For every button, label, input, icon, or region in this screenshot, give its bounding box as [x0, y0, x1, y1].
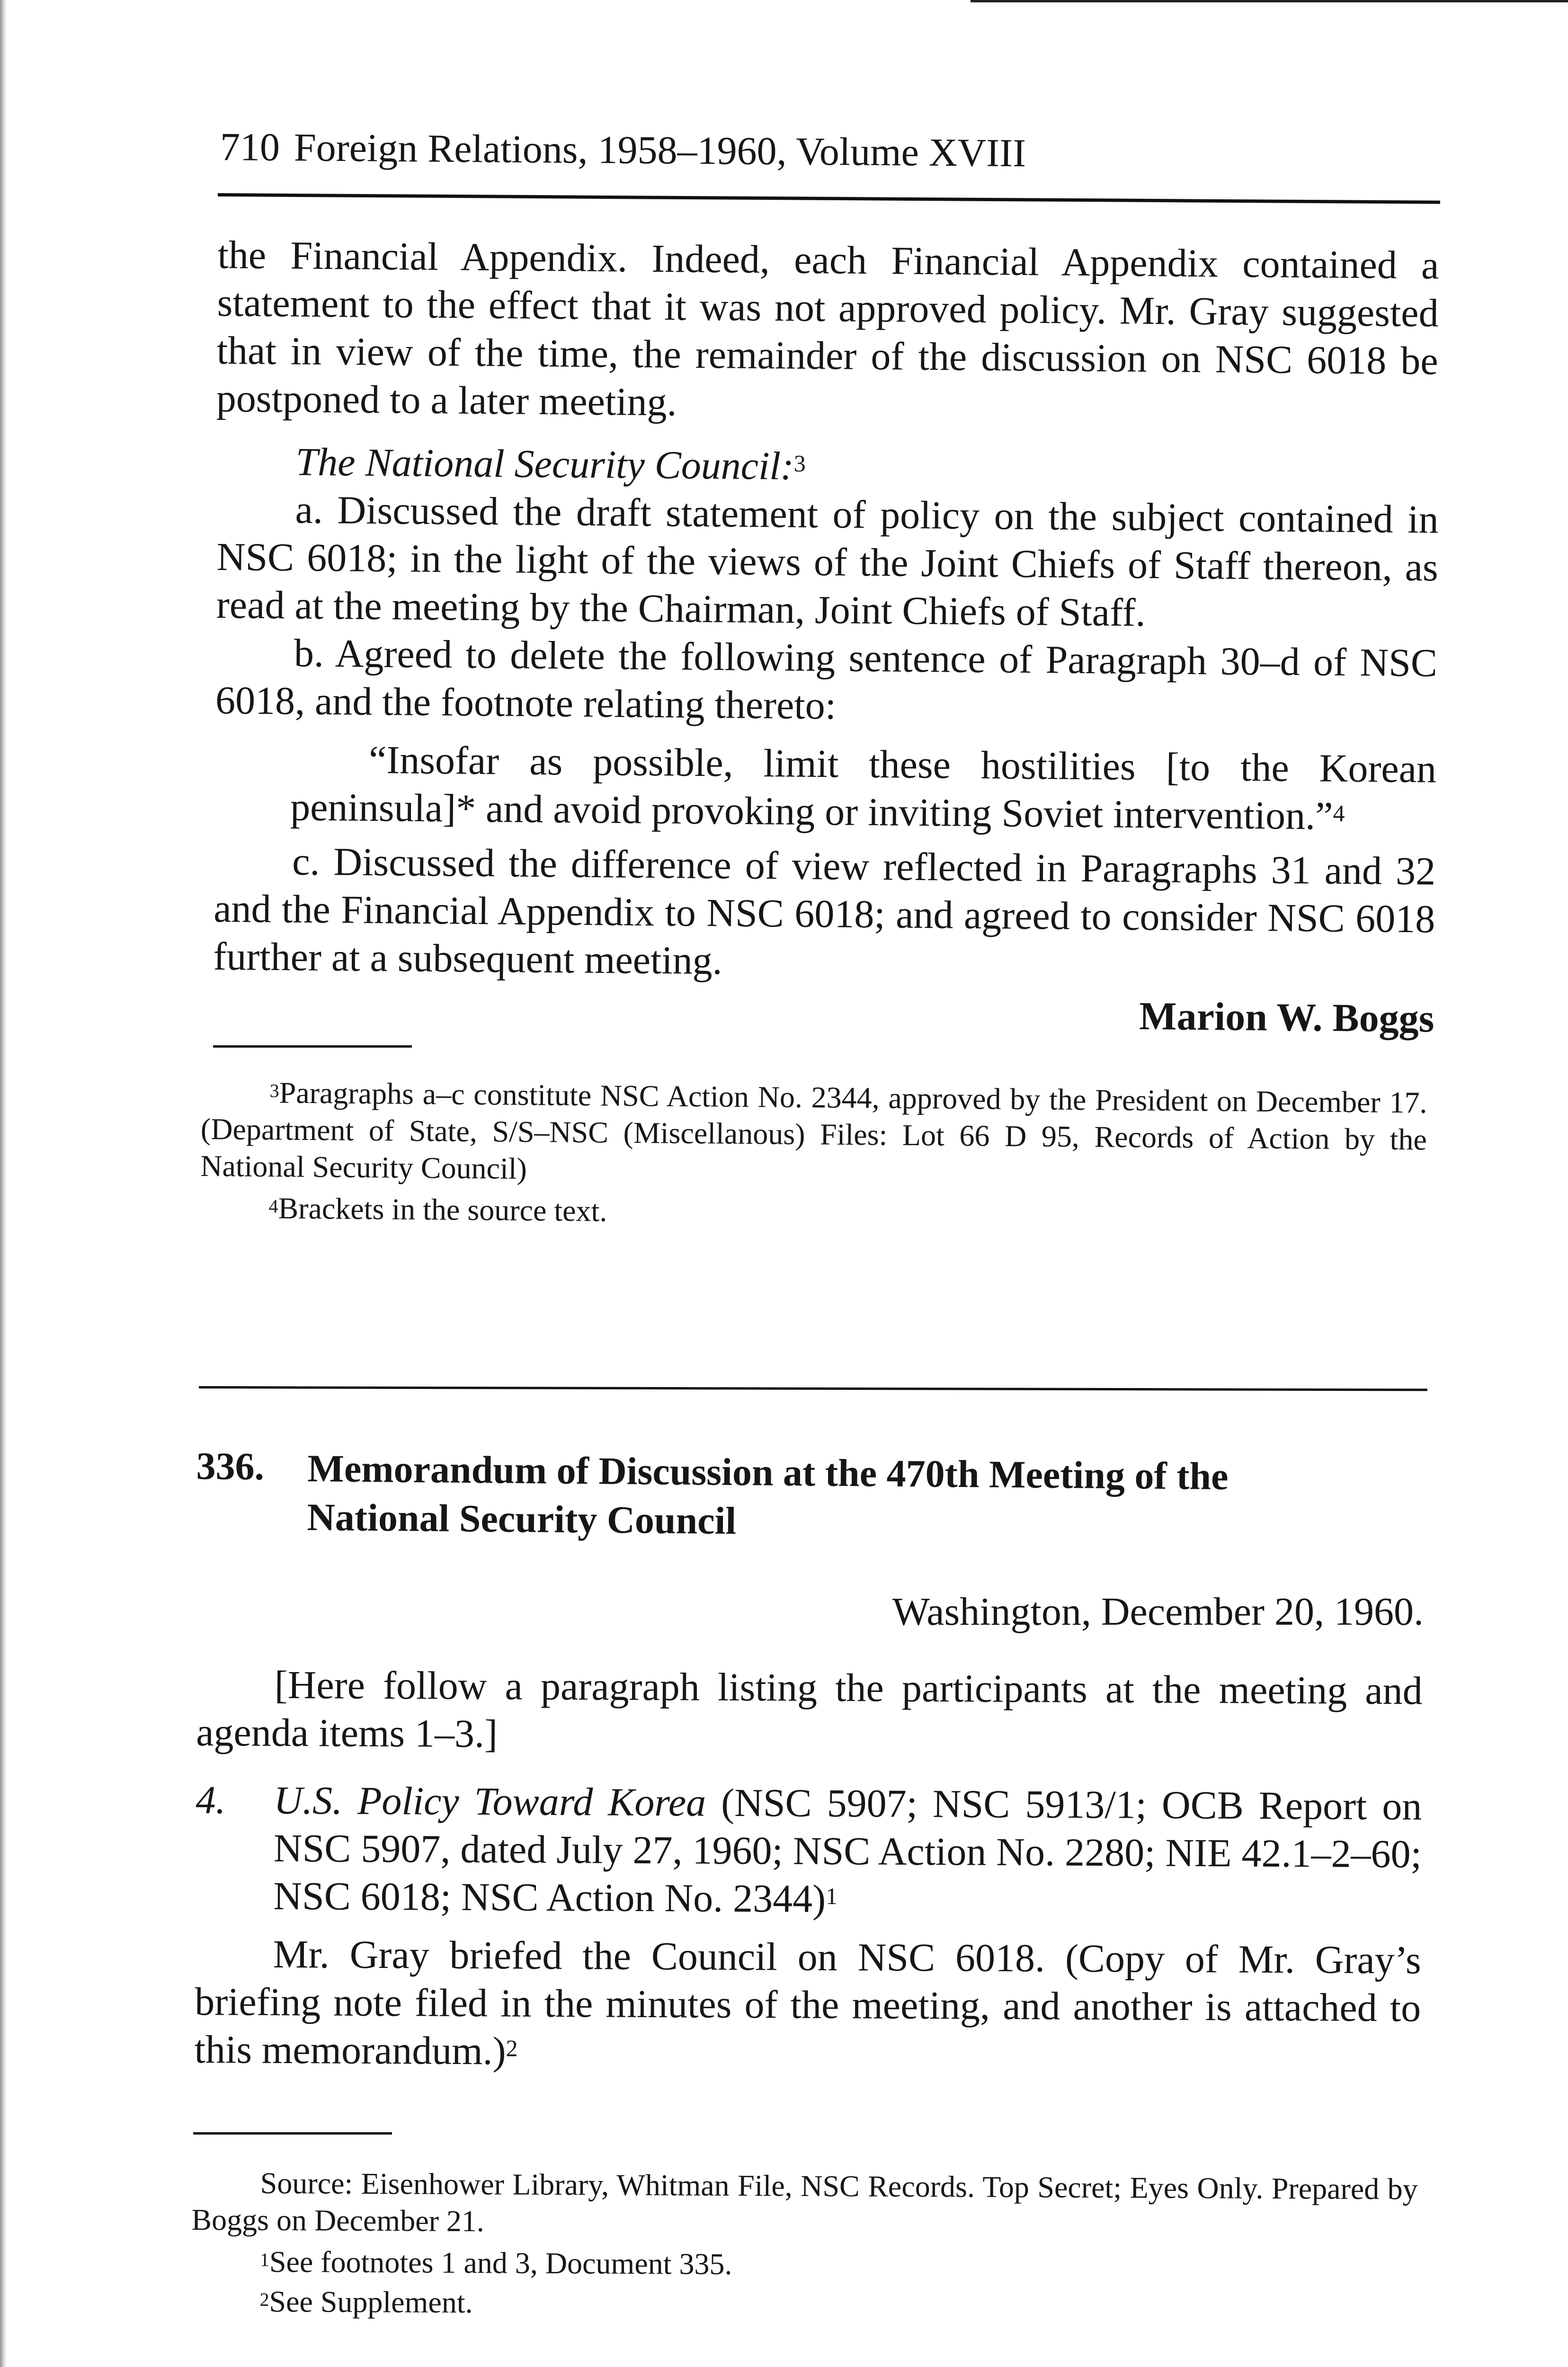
editorial-note: [Here follow a paragraph listing the participants at the meeting and agenda items 1–3.] [196, 1663, 1423, 1756]
footnote-4 [200, 1189, 1426, 1237]
action-intro-text: The National Security Council: [295, 440, 794, 489]
running-header [220, 124, 1026, 176]
document-body [194, 1661, 1423, 2080]
dateline: Washington, December 20, 1960. [892, 1590, 1424, 1634]
agenda-item-4 [195, 1776, 1422, 1926]
footnote-3 [200, 1074, 1427, 1195]
signature: Marion W. Boggs [1139, 994, 1434, 1041]
source-note: Source: Eisenhower Library, Whitman File, NSC Records. Top Secret; Eyes Only. Prepared by Boggs on December 21. [191, 2166, 1418, 2238]
document-title: Memorandum of Discussion at the 470th Meeting of the National Security Council [307, 1446, 1229, 1542]
footnote-4-number: 4 [268, 1195, 278, 1217]
agenda-item-number: 4. [196, 1778, 226, 1823]
footnote-ref-2: 2 [506, 2035, 518, 2062]
agenda-item-heading [273, 1777, 1422, 1926]
footnote-separator-top [213, 1045, 412, 1048]
footnote-ref-4: 4 [1333, 800, 1345, 827]
agenda-item-title: U.S. Policy Toward Korea [274, 1778, 706, 1825]
footnote-1 [191, 2243, 1417, 2287]
continued-paragraph: the Financial Appendix. Indeed, each Financial Appendix contained a statement to the effect that it was not approved policy. Mr. Gray suggested that in view of the time, the remainder of the discussion on NSC 6018 be postponed to a later meeting. [216, 232, 1439, 425]
agenda-item-references: (NSC 5907; NSC 5913/1; OCB Report on NSC 5907, dated July 27, 1960; NSC Action No. 2280; NIE 42.1–2–60; NSC 6018; NSC Action No. 2344) [273, 1780, 1422, 1921]
footnote-3-text: Paragraphs a–c constitute NSC Action No. 2344, approved by the President on December 17. (Department of State, S/S–NSC (Miscellanous) Files: Lot 66 D 95, Records of Action by the National Security Council) [200, 1076, 1427, 1186]
volume-title: Foreign Relations, 1958–1960, Volume XVIII [294, 125, 1026, 176]
action-item-b: b. Agreed to delete the following sentence of Paragraph 30–d of NSC 6018, and the footnote relating thereto: [215, 631, 1438, 728]
document-number: 336. [196, 1444, 265, 1488]
footnotes-bottom [191, 2164, 1418, 2326]
page-number: 710 [220, 125, 280, 169]
footnote-ref-3: 3 [793, 450, 806, 477]
briefing-paragraph [194, 1930, 1421, 2080]
header-rule [218, 193, 1440, 204]
briefing-text: Mr. Gray briefed the Council on NSC 6018. (Copy of Mr. Gray’s briefing note filed in the minutes of the meeting, and another is attached to this memorandum.) [194, 1932, 1421, 2073]
deleted-sentence-quote [290, 735, 1437, 841]
footnote-ref-1: 1 [826, 1882, 838, 1910]
scan-top-edge [971, 0, 1568, 2]
footnote-2 [191, 2283, 1417, 2326]
nsc-action-block [213, 437, 1439, 1042]
footnote-3-number: 3 [269, 1080, 279, 1102]
document-separator-rule [199, 1386, 1427, 1391]
footnote-2-text: See Supplement. [269, 2284, 473, 2320]
footnote-1-text: See footnotes 1 and 3, Document 335. [269, 2244, 732, 2281]
action-item-a: a. Discussed the draft statement of policy on the subject contained in NSC 6018; in the light of the views of the Joint Chiefs of Staff thereon, as read at the meeting by the Chairman, Joint Chiefs of Staff. [216, 488, 1439, 635]
continued-paragraph-block [216, 231, 1439, 433]
footnotes-top [200, 1074, 1427, 1237]
footnote-4-text: Brackets in the source text. [278, 1191, 607, 1228]
footnote-2-number: 2 [259, 2288, 269, 2310]
footnote-separator-bottom [193, 2132, 392, 2135]
scan-edge-shadow [0, 0, 7, 2367]
action-item-c: c. Discussed the difference of view reflected in Paragraphs 31 and 32 and the Financial Appendix to NSC 6018; and agreed to consider NSC 6018 further at a subsequent meeting. [213, 839, 1436, 983]
quote-text: “Insofar as possible, limit these hostilities [to the Korean peninsula]* and avoid provoking or inviting Soviet intervention.” [290, 738, 1437, 838]
footnote-1-number: 1 [259, 2249, 270, 2270]
